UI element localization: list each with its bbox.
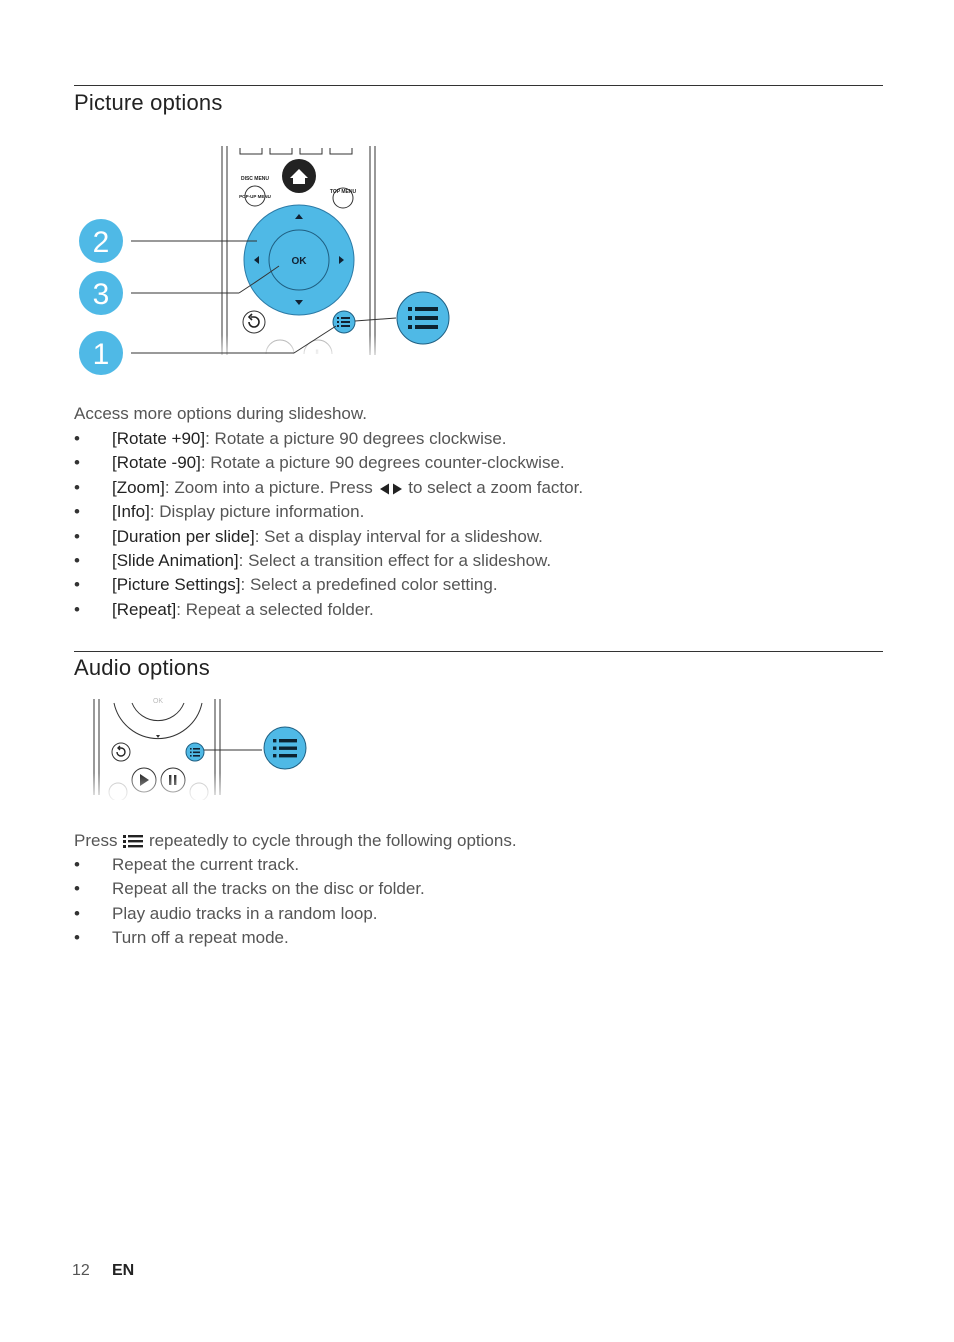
callout-2 (79, 219, 123, 263)
options-list-icon (264, 727, 306, 769)
list-item: • [Repeat]: Repeat a selected folder. (74, 599, 374, 619)
language-code: EN (112, 1262, 135, 1279)
disc-menu-label: DISC MENU (240, 176, 270, 182)
ok-label-small: OK (152, 698, 164, 705)
section-rule-audio (74, 651, 883, 652)
svg-text:1: 1 (92, 338, 110, 371)
audio-options-list (74, 853, 425, 951)
list-item: • Repeat all the tracks on the disc or folder. (74, 879, 425, 899)
back-icon (112, 743, 130, 761)
page-number: 12 (72, 1262, 90, 1279)
callout-1 (79, 331, 123, 375)
popup-menu-label: POP-UP MENU (239, 194, 271, 199)
list-item: • [Slide Animation]: Select a transition effect for a slideshow. (74, 551, 552, 571)
list-item: • [Picture Settings]: Select a predefined color setting. (74, 575, 498, 595)
arrow-left-right-icon (378, 482, 404, 496)
callout-3 (79, 271, 123, 315)
audio-intro: Press repeatedly to cycle through the following options. (74, 831, 517, 850)
remote-illustration-audio (90, 695, 320, 800)
list-item: • Turn off a repeat mode. (74, 928, 289, 948)
ok-label: OK (291, 256, 307, 267)
top-menu-label: TOP MENU (329, 189, 357, 195)
section-rule-picture (74, 85, 883, 86)
options-button-small (333, 311, 355, 333)
options-list-icon (397, 292, 449, 344)
options-list-icon (122, 833, 144, 849)
list-item: • [Duration per slide]: Set a display interval for a slideshow. (74, 526, 543, 546)
list-item: • [Info]: Display picture information. (74, 502, 365, 522)
back-icon (243, 311, 265, 333)
picture-intro: Access more options during slideshow. (74, 404, 367, 423)
svg-text:3: 3 (92, 278, 110, 311)
section-heading-picture: Picture options (74, 90, 223, 115)
home-icon (282, 159, 316, 193)
picture-options-list (74, 427, 583, 622)
svg-text:2: 2 (92, 226, 110, 259)
remote-illustration-picture (74, 140, 464, 385)
list-item: • [Rotate -90]: Rotate a picture 90 degrees counter-clockwise. (74, 453, 565, 473)
list-item: • [Rotate +90]: Rotate a picture 90 degrees clockwise. (74, 429, 507, 448)
options-button-small (186, 743, 204, 761)
section-heading-audio: Audio options (74, 655, 210, 680)
list-item: • [Zoom]: Zoom into a picture. Press to select a zoom factor. (74, 477, 584, 497)
list-item: • Play audio tracks in a random loop. (74, 903, 378, 923)
list-item: • Repeat the current track. (74, 855, 300, 874)
